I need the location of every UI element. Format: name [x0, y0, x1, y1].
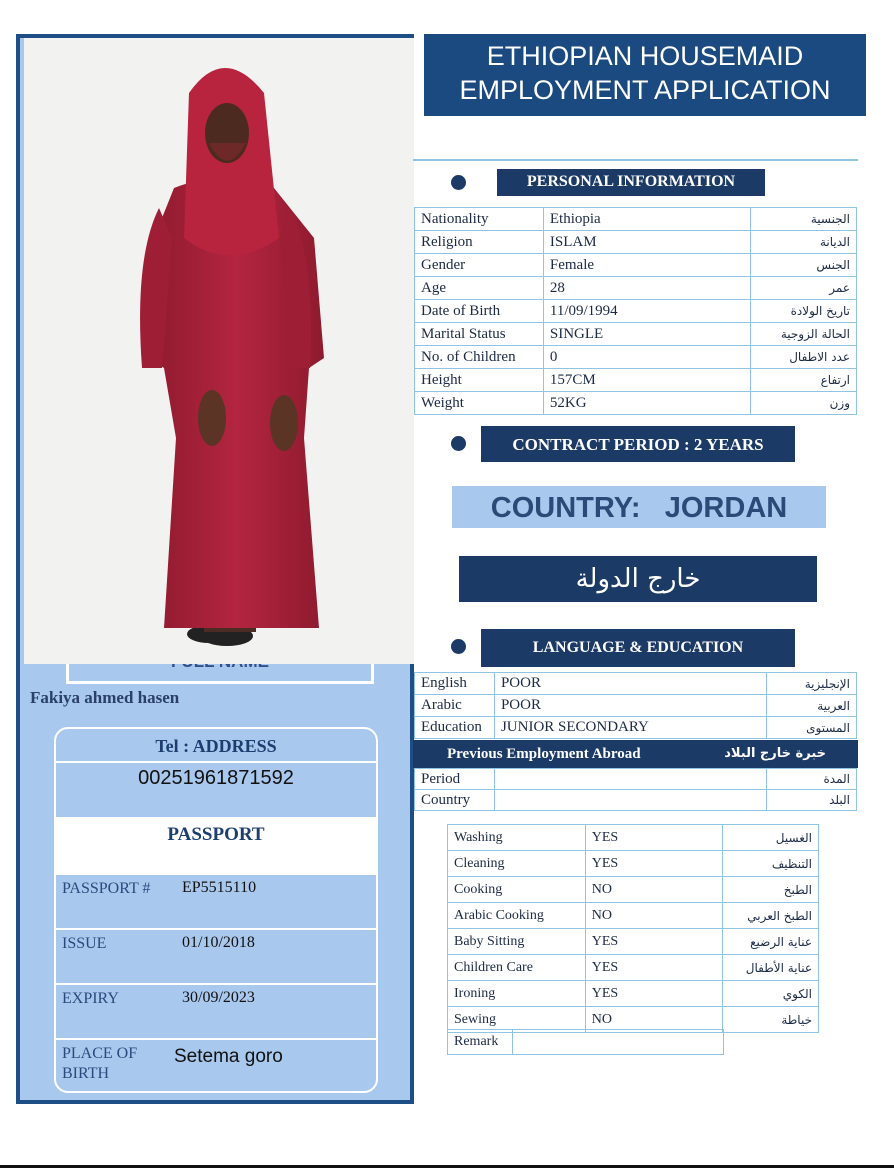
skill-arabic-label: الغسيل [723, 825, 819, 851]
skill-value: YES [585, 851, 722, 877]
language-arabic-label: المستوى [767, 717, 857, 739]
language-label: English [415, 673, 495, 695]
skill-value: YES [585, 929, 722, 955]
personal-label: Gender [415, 254, 544, 277]
skill-arabic-label: الطبخ العربي [723, 903, 819, 929]
skill-arabic-label: الطبخ [723, 877, 819, 903]
place-of-birth-label [62, 1044, 137, 1084]
personal-row [415, 300, 857, 323]
skills-table [447, 824, 819, 1033]
passport-heading: PASSPORT [56, 817, 376, 873]
personal-value: 157CM [543, 369, 750, 392]
personal-label: Marital Status [415, 323, 544, 346]
remark-table [447, 1029, 724, 1055]
tel-address-label: Tel : ADDRESS [155, 736, 277, 756]
personal-label: Weight [415, 392, 544, 415]
footer-rule [0, 1165, 894, 1168]
previous-employment-value [494, 769, 766, 790]
personal-arabic-label: ارتفاع [751, 369, 857, 392]
expiry-value: 30/09/2023 [182, 989, 255, 1006]
personal-arabic-label: عمر [751, 277, 857, 300]
previous-employment-arabic-label: البلد [767, 790, 857, 811]
remark-label: Remark [448, 1030, 513, 1055]
title-line-2: EMPLOYMENT APPLICATION [459, 75, 831, 105]
language-arabic-label: الإنجليزية [767, 673, 857, 695]
expiry-row [56, 983, 376, 1038]
personal-arabic-label: الحالة الزوجية [751, 323, 857, 346]
previous-employment-label: Country [415, 790, 495, 811]
skill-row [448, 955, 819, 981]
bullet-icon [451, 436, 466, 451]
personal-arabic-label: وزن [751, 392, 857, 415]
previous-employment-value [494, 790, 766, 811]
previous-employment-label: Period [415, 769, 495, 790]
bullet-icon [451, 639, 466, 654]
skill-row [448, 981, 819, 1007]
skill-row [448, 903, 819, 929]
skill-label: Ironing [448, 981, 586, 1007]
passport-number-value: EP5515110 [182, 879, 257, 896]
personal-arabic-label: الجنس [751, 254, 857, 277]
previous-employment-table [414, 768, 857, 811]
personal-arabic-label: الجنسية [751, 208, 857, 231]
personal-info-table [414, 207, 857, 415]
skill-label: Children Care [448, 955, 586, 981]
skill-row [448, 877, 819, 903]
language-value: JUNIOR SECONDARY [494, 717, 766, 739]
language-arabic-label: العربية [767, 695, 857, 717]
contract-period: CONTRACT PERIOD : 2 YEARS [481, 426, 795, 462]
language-table [414, 672, 857, 739]
remark-row [448, 1030, 724, 1055]
previous-employment-row [415, 790, 857, 811]
personal-row [415, 277, 857, 300]
skill-value: YES [585, 955, 722, 981]
skill-value: NO [585, 877, 722, 903]
personal-value: 0 [543, 346, 750, 369]
skill-arabic-label: عناية الرضيع [723, 929, 819, 955]
language-value: POOR [494, 673, 766, 695]
personal-value: 52KG [543, 392, 750, 415]
skill-value: YES [585, 981, 722, 1007]
personal-arabic-label: تاريخ الولادة [751, 300, 857, 323]
page-title [424, 34, 866, 116]
language-education-heading: LANGUAGE & EDUCATION [481, 629, 795, 667]
personal-row [415, 208, 857, 231]
language-value: POOR [494, 695, 766, 717]
skill-arabic-label: التنظيف [723, 851, 819, 877]
personal-arabic-label: عدد الاطفال [751, 346, 857, 369]
personal-row [415, 369, 857, 392]
personal-value: 11/09/1994 [543, 300, 750, 323]
expiry-label: EXPIRY [62, 990, 119, 1007]
place-of-birth-label-line1: PLACE OF [62, 1045, 138, 1062]
personal-label: Nationality [415, 208, 544, 231]
skill-value: YES [585, 825, 722, 851]
skill-value: NO [585, 1007, 722, 1033]
skill-row [448, 851, 819, 877]
skill-arabic-label: عناية الأطفال [723, 955, 819, 981]
skill-row [448, 825, 819, 851]
skill-row [448, 929, 819, 955]
title-line-1: ETHIOPIAN HOUSEMAID [486, 41, 804, 71]
skill-value: NO [585, 903, 722, 929]
country-arabic-banner: خارج الدولة [459, 556, 817, 602]
skill-label: Baby Sitting [448, 929, 586, 955]
personal-value: ISLAM [543, 231, 750, 254]
previous-employment-heading [413, 740, 858, 768]
previous-employment-label-ar: خبرة خارج البلاد [724, 746, 826, 761]
personal-value: 28 [543, 277, 750, 300]
applicant-photo-illustration [24, 38, 414, 664]
place-of-birth-value: Setema goro [174, 1046, 283, 1067]
personal-row [415, 323, 857, 346]
language-label: Arabic [415, 695, 495, 717]
full-name-value: Fakiya ahmed hasen [30, 688, 180, 707]
applicant-photo [24, 38, 414, 664]
previous-employment-label: Previous Employment Abroad [447, 746, 641, 762]
issue-value: 01/10/2018 [182, 934, 255, 951]
personal-info-heading: PERSONAL INFORMATION [497, 169, 765, 196]
language-row [415, 717, 857, 739]
personal-row [415, 346, 857, 369]
personal-row [415, 231, 857, 254]
personal-label: Religion [415, 231, 544, 254]
language-label: Education [415, 717, 495, 739]
language-row [415, 695, 857, 717]
divider [413, 159, 858, 161]
personal-label: Date of Birth [415, 300, 544, 323]
skill-label: Arabic Cooking [448, 903, 586, 929]
bullet-icon [451, 175, 466, 190]
place-of-birth-row [56, 1038, 376, 1093]
personal-value: Ethiopia [543, 208, 750, 231]
tel-value: 00251961871592 [56, 761, 376, 817]
issue-label: ISSUE [62, 935, 107, 952]
skill-label: Cleaning [448, 851, 586, 877]
skill-label: Cooking [448, 877, 586, 903]
previous-employment-row [415, 769, 857, 790]
skill-label: Washing [448, 825, 586, 851]
personal-value: Female [543, 254, 750, 277]
contact-passport-card [54, 727, 378, 1093]
place-of-birth-label-line2: BIRTH [62, 1065, 110, 1082]
personal-label: No. of Children [415, 346, 544, 369]
country-banner: COUNTRY: JORDAN [452, 486, 826, 528]
language-row [415, 673, 857, 695]
issue-row [56, 928, 376, 983]
personal-value: SINGLE [543, 323, 750, 346]
passport-number-label: PASSPORT # [62, 880, 151, 897]
skill-arabic-label: الكوي [723, 981, 819, 1007]
personal-label: Age [415, 277, 544, 300]
personal-label: Height [415, 369, 544, 392]
skill-label: Sewing [448, 1007, 586, 1033]
previous-employment-arabic-label: المدة [767, 769, 857, 790]
personal-arabic-label: الديانة [751, 231, 857, 254]
personal-row [415, 254, 857, 277]
remark-value [512, 1030, 723, 1055]
skill-arabic-label: خياطة [723, 1007, 819, 1033]
passport-number-row [56, 873, 376, 928]
personal-row [415, 392, 857, 415]
